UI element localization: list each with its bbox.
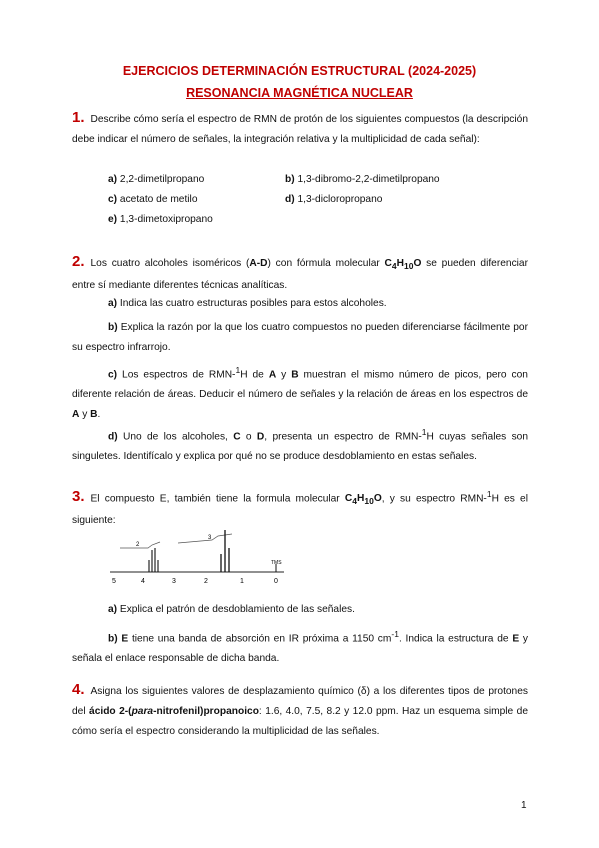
- exercise-1-item-a: a) 2,2-dimetilpropano: [108, 174, 205, 185]
- exercise-1-number: 1.: [72, 109, 85, 126]
- tms-label: TMS: [271, 560, 282, 566]
- exercise-4-number: 4.: [72, 681, 85, 698]
- exercise-1-item-e: e) 1,3-dimetoxipropano: [108, 214, 213, 225]
- integral-label-1: 2: [136, 542, 140, 548]
- page-number: 1: [521, 800, 527, 811]
- exercise-2-a: a) Indica las cuatro estructuras posibles para estos alcoholes.: [108, 298, 387, 309]
- integral-curve-2: [178, 534, 232, 543]
- nmr-spectrum: [108, 526, 288, 586]
- tick-label: 5: [112, 578, 116, 585]
- exercise-2-d: d) Uno de los alcoholes, C o D, presenta un espectro de RMN-$^1$H cuyas señales son singuletes. Identifícalo y explica por qué no se produce desdoblamiento en estas señales.: [72, 427, 528, 463]
- exercise-2-c: c) Los espectros de RMN-$^1$H de A y B muestran el mismo número de picos, pero con diferente relación de áreas. Deducir el número de señales y la relación de áreas en los espectros de A y B.: [72, 365, 528, 421]
- exercise-1-item-c: c) acetato de metilo: [108, 194, 198, 205]
- tick-label: 4: [141, 578, 145, 585]
- exercise-2-b: b) Explica la razón por la que los cuatro compuestos no pueden diferenciarse fácilmente por su espectro infrarrojo.: [72, 322, 528, 353]
- document-title: EJERCICIOS DETERMINACIÓN ESTRUCTURAL (2024-2025): [122, 64, 477, 78]
- tick-label: 2: [204, 578, 208, 585]
- exercise-3-number: 3.: [72, 488, 85, 506]
- tick-label: 0: [274, 578, 278, 585]
- tick-label: 3: [172, 578, 176, 585]
- integral-label-2: 3: [208, 535, 212, 541]
- exercise-3-a: a) Explica el patrón de desdoblamiento de las señales.: [108, 604, 355, 615]
- exercise-2-intro: 2. Los cuatro alcoholes isoméricos (A-D) con fórmula molecular $C_4H_{10}O$ se pueden diferenciar entre sí mediante diferentes técnicas analíticas.: [72, 253, 528, 292]
- exercise-1-item-b: b) 1,3-dibromo-2,2-dimetilpropano: [285, 174, 440, 185]
- exercise-1-item-d: d) 1,3-dicloropropano: [285, 194, 383, 205]
- exercise-1-text: 1. Describe cómo sería el espectro de RMN de protón de los siguientes compuestos (la descripción debe indicar el número de señales, la integración relativa y la multiplicidad de cada señal):: [72, 109, 528, 145]
- triplet-peak: [221, 530, 229, 572]
- document-subtitle: RESONANCIA MAGNÉTICA NUCLEAR: [186, 86, 413, 100]
- exercise-3-intro: 3. El compuesto E, también tiene la formula molecular $C_4H_{10}O$, y su espectro RMN-$^1$H es el siguiente:: [72, 488, 528, 527]
- exercise-3-b: b) E tiene una banda de absorción en IR próxima a 1150 $cm^{-1}$. Indica la estructura de E y señala el enlace responsable de dicha banda.: [72, 629, 528, 665]
- integral-curve-1: [120, 542, 160, 548]
- exercise-2-number: 2.: [72, 253, 85, 270]
- quartet-peak: [149, 548, 158, 572]
- tick-label: 1: [240, 578, 244, 585]
- exercise-4-text: 4. Asigna los siguientes valores de desplazamiento químico (δ) a los diferentes tipos de protones del ácido 2-(para-nitrofenil)propanoico: 1.6, 4.0, 7.5, 8.2 y 12.0 ppm. Haz un esquema simple de cómo sería el espectro considerando la multiplicidad de las señales.: [72, 681, 528, 737]
